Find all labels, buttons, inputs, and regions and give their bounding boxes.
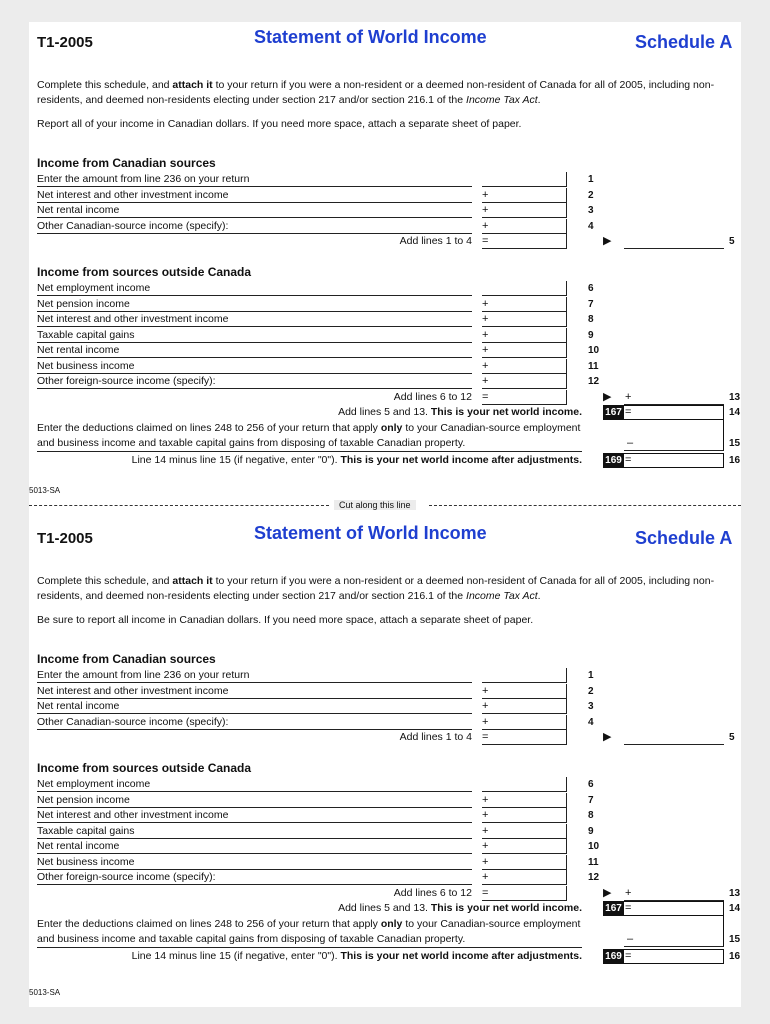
intro-act: Income Tax Act bbox=[466, 94, 538, 106]
foreign-line bbox=[37, 312, 737, 327]
deduct-text-2: to your Canadian-source employment and business income and taxable capital gains from disposing of taxable Canadian property. bbox=[37, 421, 581, 449]
line-number: 1 bbox=[588, 670, 594, 681]
line-label: Add lines 1 to 4 bbox=[399, 731, 472, 743]
amount-field-line-13[interactable] bbox=[624, 390, 724, 405]
line-number: 11 bbox=[588, 360, 599, 372]
line-code-badge: 169 bbox=[603, 949, 624, 964]
amount-field[interactable] bbox=[482, 870, 567, 885]
line-number: 4 bbox=[588, 716, 594, 728]
line-number: 9 bbox=[588, 329, 594, 341]
line-label: Net interest and other investment income bbox=[37, 685, 472, 699]
operator: = bbox=[482, 886, 489, 899]
schedule-label: Schedule A bbox=[635, 528, 733, 548]
line-code-badge: 167 bbox=[603, 405, 624, 420]
amount-field[interactable] bbox=[482, 374, 567, 389]
amount-field[interactable] bbox=[482, 793, 567, 808]
operator: = bbox=[482, 235, 489, 247]
intro-text: Complete this schedule, and bbox=[37, 79, 173, 91]
line-label: Net pension income bbox=[37, 794, 472, 808]
cut-text: Cut along this line bbox=[334, 500, 416, 510]
line-number: 1 bbox=[588, 174, 594, 185]
currency-note: Report all of your income in Canadian dollars. If you need more space, attach a separate sheet of paper. bbox=[37, 118, 522, 130]
foreign-total-line bbox=[37, 886, 741, 901]
form-number: 5013-SA bbox=[29, 988, 61, 997]
line-label: Net rental income bbox=[37, 204, 472, 218]
form-title: Statement of World Income bbox=[254, 523, 487, 543]
line-bold: This is your net world income after adjustments. bbox=[340, 949, 582, 962]
amount-field[interactable] bbox=[482, 343, 567, 358]
line-label bbox=[37, 902, 582, 915]
deduct-text: Enter the deductions claimed on lines 248 to 256 of your return that apply bbox=[37, 421, 381, 434]
intro-bold: attach it bbox=[172, 79, 213, 91]
foreign-line bbox=[37, 297, 737, 312]
operator: + bbox=[482, 204, 489, 216]
amount-field[interactable] bbox=[482, 172, 567, 187]
line-number: 2 bbox=[588, 189, 594, 201]
line-label: Net interest and other investment income bbox=[37, 189, 472, 203]
operator: + bbox=[482, 188, 489, 201]
line-label: Other foreign-source income (specify): bbox=[37, 375, 472, 389]
line-bold: This is your net world income after adjustments. bbox=[340, 453, 582, 466]
amount-field[interactable] bbox=[482, 203, 567, 218]
line-number: 8 bbox=[588, 314, 594, 325]
line-label: Net employment income bbox=[37, 282, 472, 296]
canadian-line bbox=[37, 668, 737, 683]
deduct-text-2: to your Canadian-source employment and business income and taxable capital gains from disposing of taxable Canadian property. bbox=[37, 917, 581, 945]
amount-field[interactable] bbox=[482, 281, 567, 296]
currency-note: Be sure to report all income in Canadian dollars. If you need more space, attach a separate sheet of paper. bbox=[37, 614, 534, 626]
intro-act: Income Tax Act bbox=[466, 590, 538, 602]
operator: + bbox=[482, 219, 489, 232]
operator: + bbox=[482, 359, 489, 372]
canadian-line bbox=[37, 715, 737, 730]
line-number: 3 bbox=[588, 701, 594, 712]
line-number: 10 bbox=[588, 345, 600, 356]
line-label: Net interest and other investment income bbox=[37, 313, 472, 327]
amount-field[interactable] bbox=[482, 219, 567, 234]
deduct-bold: only bbox=[380, 421, 403, 434]
subtotal-field[interactable] bbox=[482, 730, 567, 745]
line-label bbox=[37, 950, 582, 963]
deduction-line bbox=[37, 932, 741, 947]
section-heading-canadian: Income from Canadian sources bbox=[37, 652, 216, 666]
amount-field-line-5[interactable] bbox=[624, 234, 724, 249]
operator: + bbox=[482, 809, 489, 821]
amount-field[interactable] bbox=[482, 328, 567, 343]
line-label bbox=[37, 406, 582, 419]
subtotal-field[interactable] bbox=[482, 234, 567, 249]
foreign-line bbox=[37, 328, 737, 343]
line-label: Taxable capital gains bbox=[37, 825, 472, 839]
foreign-total-line bbox=[37, 390, 741, 405]
section-heading-foreign: Income from sources outside Canada bbox=[37, 761, 252, 775]
line-number: 10 bbox=[588, 841, 600, 852]
arrow-icon: ▶ bbox=[603, 731, 612, 743]
subtotal-field[interactable] bbox=[482, 886, 567, 901]
line-number: 15 bbox=[729, 437, 741, 449]
foreign-line bbox=[37, 839, 737, 854]
amount-field[interactable] bbox=[482, 312, 567, 327]
amount-field[interactable] bbox=[482, 808, 567, 823]
form-title: Statement of World Income bbox=[254, 27, 487, 47]
foreign-line bbox=[37, 777, 737, 792]
operator: + bbox=[625, 886, 632, 899]
line-label: Net pension income bbox=[37, 298, 472, 312]
line-label: Enter the amount from line 236 on your return bbox=[37, 669, 472, 683]
arrow-icon: ▶ bbox=[603, 235, 612, 247]
operator: – bbox=[627, 436, 634, 449]
operator: = bbox=[625, 949, 632, 962]
line-label: Net interest and other investment income bbox=[37, 809, 472, 823]
line-text: Add lines 5 and 13. bbox=[338, 901, 431, 914]
line-label: Other foreign-source income (specify): bbox=[37, 871, 472, 885]
arrow-icon: ▶ bbox=[603, 886, 612, 899]
amount-field[interactable] bbox=[482, 715, 567, 730]
line-number: 3 bbox=[588, 205, 594, 216]
canadian-total-line bbox=[37, 234, 737, 249]
foreign-line bbox=[37, 870, 737, 885]
amount-field[interactable] bbox=[482, 684, 567, 699]
line-number: 5 bbox=[729, 236, 735, 247]
amount-field[interactable] bbox=[482, 777, 567, 792]
intro-text-2: to your return if you were a non-resident or a deemed non-resident of Canada for all of 2005, including non-residents, and deemed non-residents electing under section 217 and/or section 216.1 of the bbox=[37, 79, 715, 106]
operator: = bbox=[625, 453, 632, 466]
adjusted-income-line bbox=[37, 453, 741, 468]
canadian-line bbox=[37, 219, 737, 234]
foreign-line bbox=[37, 808, 737, 823]
line-label: Net rental income bbox=[37, 700, 472, 714]
form-number: 5013-SA bbox=[29, 486, 61, 495]
foreign-line bbox=[37, 793, 737, 808]
operator: + bbox=[482, 855, 489, 868]
line-code-badge: 167 bbox=[603, 901, 624, 916]
line-label: Net business income bbox=[37, 360, 472, 374]
line-label: Net employment income bbox=[37, 778, 472, 792]
line-number: 9 bbox=[588, 825, 594, 837]
operator: + bbox=[482, 871, 489, 883]
line-label bbox=[37, 454, 582, 467]
operator: + bbox=[482, 684, 489, 697]
operator: + bbox=[482, 715, 489, 728]
section-heading-foreign: Income from sources outside Canada bbox=[37, 265, 252, 279]
operator: – bbox=[627, 932, 634, 945]
foreign-line bbox=[37, 855, 737, 870]
operator: + bbox=[482, 328, 489, 341]
operator: = bbox=[482, 731, 489, 743]
line-number: 12 bbox=[588, 376, 600, 387]
line-number: 7 bbox=[588, 298, 594, 310]
amount-field[interactable] bbox=[482, 699, 567, 714]
line-number: 6 bbox=[588, 283, 594, 294]
deduction-line bbox=[37, 436, 741, 451]
line-label: Net business income bbox=[37, 856, 472, 870]
amount-field-line-16[interactable] bbox=[624, 453, 724, 468]
amount-field[interactable] bbox=[482, 839, 567, 854]
line-number: 2 bbox=[588, 685, 594, 697]
arrow-icon: ▶ bbox=[603, 390, 612, 403]
line-label: Net rental income bbox=[37, 840, 472, 854]
operator: + bbox=[482, 344, 489, 356]
line-number: 16 bbox=[729, 454, 741, 466]
line-number: 8 bbox=[588, 810, 594, 821]
deduct-bold: only bbox=[380, 917, 403, 930]
line-text: Line 14 minus line 15 (if negative, enter "0"). bbox=[131, 453, 341, 466]
line-label: Other Canadian-source income (specify): bbox=[37, 716, 472, 730]
deduct-text: Enter the deductions claimed on lines 248 to 256 of your return that apply bbox=[37, 917, 381, 930]
line-label: Net rental income bbox=[37, 344, 472, 358]
amount-field-line-16[interactable] bbox=[624, 949, 724, 964]
line-label: Add lines 6 to 12 bbox=[393, 390, 472, 403]
line-number: 7 bbox=[588, 794, 594, 806]
operator: + bbox=[482, 297, 489, 310]
line-number: 14 bbox=[729, 902, 741, 914]
subtotal-field[interactable] bbox=[482, 390, 567, 405]
line-label: Add lines 1 to 4 bbox=[399, 235, 472, 247]
intro-end: . bbox=[537, 94, 541, 106]
line-text: Line 14 minus line 15 (if negative, enter "0"). bbox=[131, 949, 341, 962]
intro-bold: attach it bbox=[172, 575, 213, 587]
foreign-line bbox=[37, 359, 737, 374]
amount-field[interactable] bbox=[482, 668, 567, 683]
line-number: 13 bbox=[729, 887, 741, 899]
foreign-line bbox=[37, 281, 737, 296]
line-number: 14 bbox=[729, 406, 741, 418]
form-id: T1-2005 bbox=[37, 530, 93, 547]
form-copy-1 bbox=[29, 22, 741, 512]
canadian-line bbox=[37, 699, 737, 714]
line-number: 12 bbox=[588, 872, 600, 883]
canadian-line bbox=[37, 188, 737, 203]
amount-field-line-13[interactable] bbox=[624, 886, 724, 901]
intro-text: Complete this schedule, and bbox=[37, 575, 173, 587]
operator: + bbox=[625, 390, 632, 403]
foreign-line bbox=[37, 343, 737, 358]
line-number: 13 bbox=[729, 391, 741, 403]
line-label: Enter the amount from line 236 on your return bbox=[37, 173, 472, 187]
amount-field[interactable] bbox=[482, 824, 567, 839]
line-number: 15 bbox=[729, 933, 741, 945]
operator: = bbox=[625, 405, 632, 418]
amount-field-line-15[interactable] bbox=[624, 901, 724, 947]
operator: + bbox=[482, 793, 489, 806]
line-number: 5 bbox=[729, 732, 735, 743]
amount-field-line-5[interactable] bbox=[624, 730, 724, 745]
line-number: 4 bbox=[588, 220, 594, 232]
line-text: Add lines 5 and 13. bbox=[338, 405, 431, 418]
line-label: Add lines 6 to 12 bbox=[393, 886, 472, 899]
operator: + bbox=[482, 824, 489, 837]
canadian-total-line bbox=[37, 730, 737, 745]
schedule-label: Schedule A bbox=[635, 32, 733, 52]
form-id: T1-2005 bbox=[37, 34, 93, 51]
operator: = bbox=[625, 901, 632, 914]
line-bold: This is your net world income. bbox=[430, 901, 582, 914]
line-number: 11 bbox=[588, 856, 599, 868]
operator: + bbox=[482, 375, 489, 387]
line-label: Other Canadian-source income (specify): bbox=[37, 220, 472, 234]
amount-field-line-15[interactable] bbox=[624, 405, 724, 451]
foreign-line bbox=[37, 374, 737, 389]
canadian-line bbox=[37, 684, 737, 699]
foreign-line bbox=[37, 824, 737, 839]
line-number: 6 bbox=[588, 779, 594, 790]
amount-field[interactable] bbox=[482, 359, 567, 374]
instructions bbox=[37, 574, 737, 604]
intro-end: . bbox=[537, 590, 541, 602]
amount-field[interactable] bbox=[482, 855, 567, 870]
operator: + bbox=[482, 700, 489, 712]
adjusted-income-line bbox=[37, 949, 741, 964]
operator: = bbox=[482, 390, 489, 403]
amount-field[interactable] bbox=[482, 297, 567, 312]
intro-text-2: to your return if you were a non-resident or a deemed non-resident of Canada for all of 2005, including non-residents, and deemed non-residents electing under section 217 and/or section 216.1 of the bbox=[37, 575, 715, 602]
section-heading-canadian: Income from Canadian sources bbox=[37, 156, 216, 170]
line-label: Taxable capital gains bbox=[37, 329, 472, 343]
amount-field[interactable] bbox=[482, 188, 567, 203]
canadian-line bbox=[37, 203, 737, 218]
line-number: 16 bbox=[729, 950, 741, 962]
line-code-badge: 169 bbox=[603, 453, 624, 468]
operator: + bbox=[482, 840, 489, 852]
operator: + bbox=[482, 313, 489, 325]
line-bold: This is your net world income. bbox=[430, 405, 582, 418]
form-copy-2 bbox=[29, 518, 741, 1008]
canadian-line bbox=[37, 172, 737, 187]
instructions bbox=[37, 78, 737, 108]
